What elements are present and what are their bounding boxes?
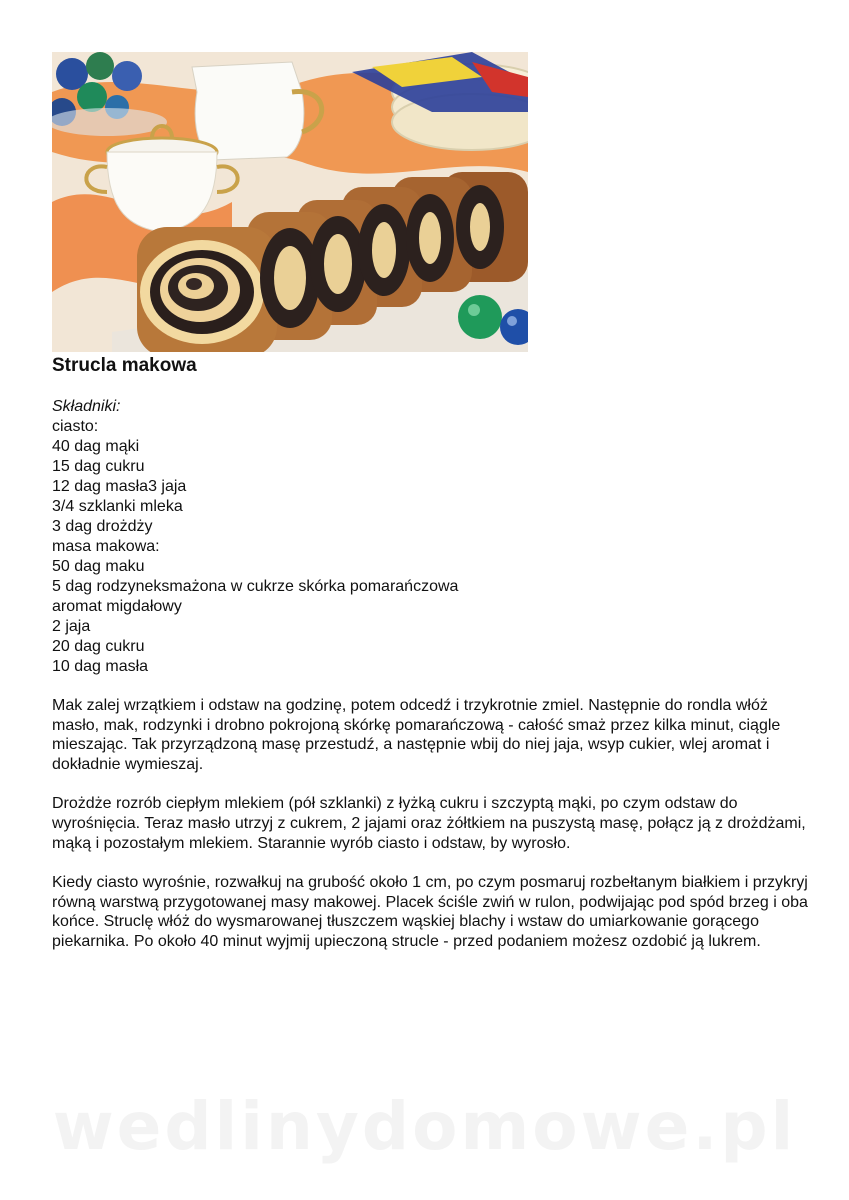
ingredient-item: 15 dag cukru — [52, 458, 145, 475]
ingredient-item: masa makowa: — [52, 538, 160, 555]
ingredients-heading: Składniki: — [52, 398, 121, 415]
ingredient-item: ciasto: — [52, 418, 99, 435]
instruction-paragraph: Mak zalej wrzątkiem i odstaw na godzinę, potem odcedź i trzykrotnie zmiel. Następnie do rondla włóż masło, mak, rodzynki i drobno pokrojoną skórkę pomarańczową - całość smaż przez kilka minut, ciągle mieszając. Tak przyrządzoną masę przestudź, a następnie wbij do niej jaja, wsyp cukier, wlej aromat i dokładnie wymieszaj. — [52, 697, 781, 773]
recipe-photo — [52, 52, 528, 352]
ingredient-item: 40 dag mąki — [52, 438, 140, 455]
ingredient-item: 10 dag masła — [52, 658, 149, 675]
ingredient-item: 12 dag masła3 jaja — [52, 478, 187, 495]
instruction-paragraph: Kiedy ciasto wyrośnie, rozwałkuj na grubość około 1 cm, po czym posmaruj rozbełtanym białkiem i przykryj równą warstwą przygotowanej masy makowej. Placek ściśle zwiń w rulon, podwijając pod spód brzeg i oba końce. Struclę włóż do wysmarowanej tłuszczem wąskiej blachy i wstaw do umiarkowanie gorącego piekarnika. Po około 40 minut wyjmij upieczoną strucle - przed podaniem możesz ozdobić ją lukrem. — [52, 874, 808, 950]
ingredient-item: 50 dag maku — [52, 558, 145, 575]
ingredient-item: 2 jaja — [52, 618, 91, 635]
ingredients-list — [52, 397, 458, 677]
ingredient-item: 20 dag cukru — [52, 638, 145, 655]
instruction-paragraph: Drożdże rozrób ciepłym mlekiem (pół szklanki) z łyżką cukru i szczyptą mąki, po czym odstaw do wyrośnięcia. Teraz masło utrzyj z cukrem, 2 jajami oraz żółtkiem na puszystą masę, połącz ją z drożdżami, mąką i pozostałym mlekiem. Starannie wyrób ciasto i odstaw, by wyrosło. — [52, 795, 806, 852]
ingredient-item: 5 dag rodzyneksmażona w cukrze skórka pomarańczowa — [52, 578, 459, 595]
watermark: wedlinydomowe.pl — [52, 1088, 797, 1165]
recipe-title: Strucla makowa — [52, 355, 197, 376]
ingredient-item: 3/4 szklanki mleka — [52, 498, 183, 515]
instructions — [52, 696, 812, 972]
poppy-seed-roll-illustration — [52, 52, 528, 352]
ingredient-item: 3 dag drożdży — [52, 518, 153, 535]
ingredient-item: aromat migdałowy — [52, 598, 182, 615]
